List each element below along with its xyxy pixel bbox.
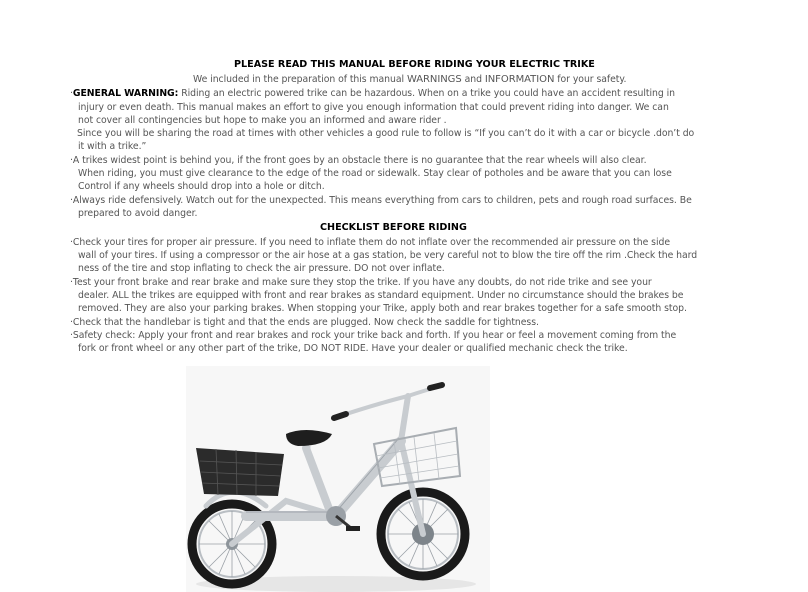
intro-line bbox=[193, 74, 626, 86]
page-title: PLEASE READ THIS MANUAL BEFORE RIDING YOUR ELECTRIC TRIKE bbox=[234, 59, 595, 70]
general-warning-label: GENERAL WARNING: bbox=[72, 88, 179, 99]
defensive-line-1: ·Always ride defensively. Watch out for the unexpected. This means everything from cars to children, pets and rough road surfaces. Be bbox=[70, 195, 692, 206]
checklist-title: CHECKLIST BEFORE RIDING bbox=[320, 222, 467, 233]
brakes-line-3: removed. They are also your parking brakes. When stopping your Trike, apply both and rear brakes together for a safe smooth stop. bbox=[78, 303, 687, 314]
defensive-line-2: prepared to avoid danger. bbox=[78, 208, 198, 219]
rear-basket bbox=[196, 448, 284, 496]
widest-point-line-3: Control if any wheels should drop into a hole or ditch. bbox=[78, 181, 325, 192]
intro-middle: and bbox=[461, 74, 485, 85]
general-warning-line-1 bbox=[70, 88, 675, 100]
general-warning-line-3: not cover all contingencies but hope to make you an informed and aware rider . bbox=[78, 115, 447, 126]
general-warning-line-2: injury or even death. This manual makes an effort to give you enough information that could prevent riding into danger. We can bbox=[78, 102, 669, 113]
bullet: · bbox=[70, 88, 73, 99]
intro-suffix: for your safety. bbox=[554, 74, 627, 85]
brakes-line-2: dealer. ALL the trikes are equipped with front and rear brakes as standard equipment. Under no circumstance should the brakes be bbox=[78, 290, 684, 301]
widest-point-line-2: When riding, you must give clearance to the edge of the road or sidewalk. Stay clear of potholes and be aware that you can lose bbox=[78, 168, 672, 179]
general-warning-line-5: it with a trike.” bbox=[78, 141, 147, 152]
intro-warnings: WARNINGS bbox=[406, 74, 462, 85]
handlebar-line: ·Check that the handlebar is tight and that the ends are plugged. Now check the saddle for tightness. bbox=[70, 317, 539, 328]
electric-trike-photo bbox=[186, 366, 490, 592]
safety-line-2: fork or front wheel or any other part of the trike, DO NOT RIDE. Have your dealer or qualified mechanic check the trike. bbox=[78, 343, 628, 354]
general-warning-text-1: Riding an electric powered trike can be hazardous. When on a trike you could have an accident resulting in bbox=[178, 88, 675, 99]
widest-point-line-1: ·A trikes widest point is behind you, if the front goes by an obstacle there is no guarantee that the rear wheels will also clear. bbox=[70, 155, 647, 166]
tires-line-1: ·Check your tires for proper air pressure. If you need to inflate them do not inflate over the recommended air pressure on the side bbox=[70, 237, 671, 248]
tires-line-2: wall of your tires. If using a compressor or the air hose at a gas station, be very careful not to blow the tire off the rim .Check the hard bbox=[78, 250, 698, 261]
safety-line-1: ·Safety check: Apply your front and rear brakes and rock your trike back and forth. If you hear or feel a movement coming from the bbox=[70, 330, 677, 341]
intro-information: INFORMATION bbox=[484, 74, 555, 85]
general-warning-line-4: Since you will be sharing the road at times with other vehicles a good rule to follow is “If you can’t do it with a car or bicycle .don’t do bbox=[77, 128, 695, 139]
intro-prefix: We included in the preparation of this manual bbox=[193, 74, 407, 85]
brakes-line-1: ·Test your front brake and rear brake and make sure they stop the trike. If you have any doubts, do not ride trike and see your bbox=[70, 277, 652, 288]
tires-line-3: ness of the tire and stop inflating to check the air pressure. DO not over inflate. bbox=[78, 263, 445, 274]
